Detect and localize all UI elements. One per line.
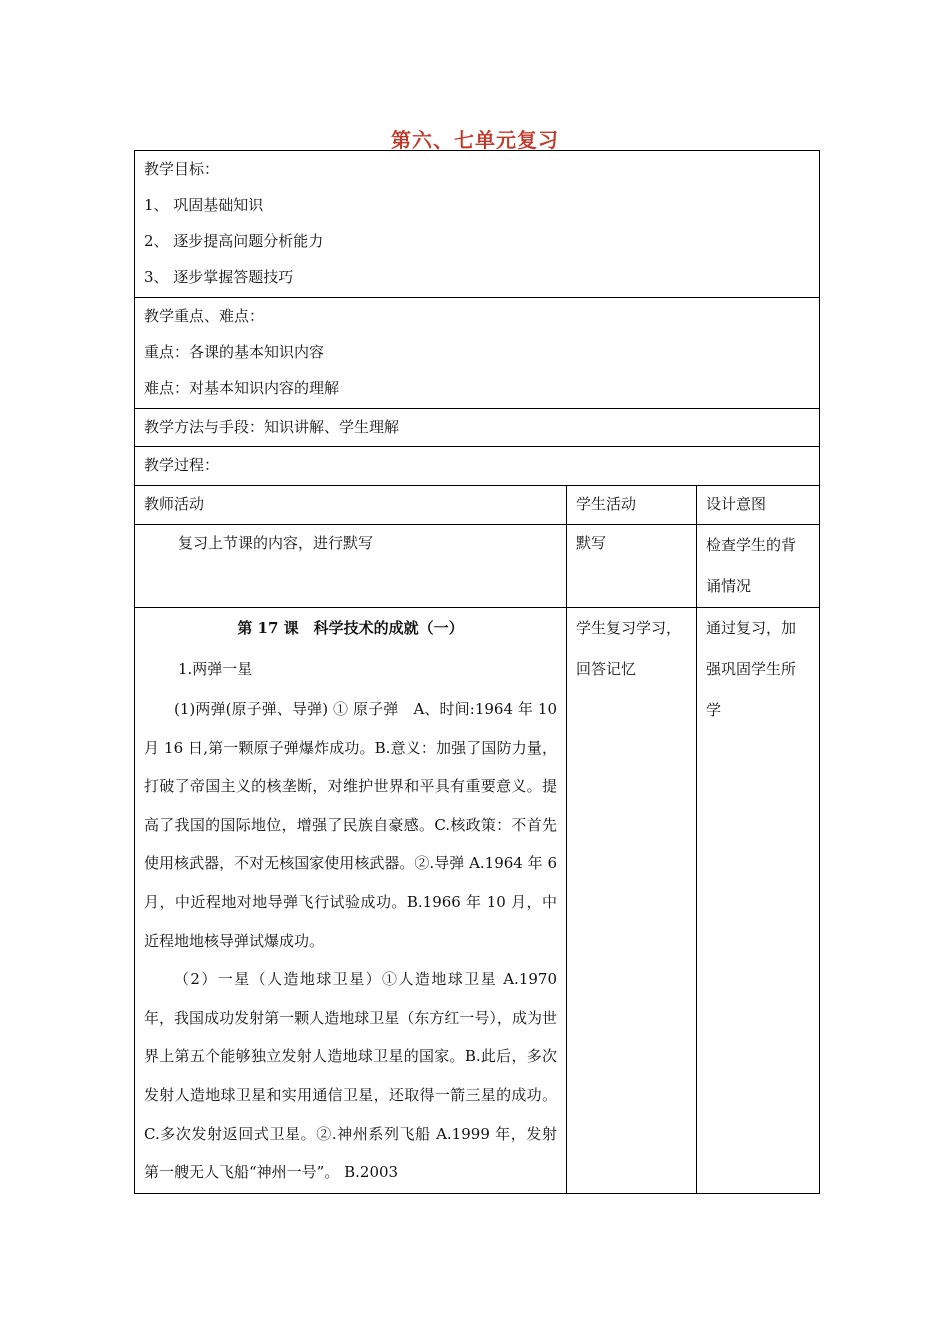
review-student-cell [567,525,697,608]
review-row [135,525,820,608]
review-teacher-text: 复习上节课的内容，进行默写 [178,534,374,552]
lesson-17-paragraph-1: (1)两弹(原子弹、导弹) ① 原子弹 A、时间:1964 年 10 月 16 日,第一颗原子弹爆炸成功。B.意义：加强了国防力量，打破了帝国主义的核垄断，对维护世界和平具有重要意义。提高了我国的国际地位，增强了民族自豪感。C.核政策：不首先使用核武器，不对无核国家使用核武器。②.导弹 A.1964 年 6 月，中近程地对地导弹飞行试验成功。B.1966 年 10 月，中近程地地核导弹试爆成功。 [144,700,557,950]
goals-cell [135,151,820,298]
methods-row [135,409,820,447]
review-design-line: 检查学生的背 [706,536,797,554]
lesson-17-teacher-cell [135,608,567,1194]
review-design-line: 诵情况 [706,577,752,595]
column-header-row [135,486,820,525]
methods-cell [135,409,820,447]
lesson-17-subtitle: 1.两弹一星 [178,660,253,678]
design-intent-header: 设计意图 [697,486,820,525]
review-teacher-cell [135,525,567,608]
lesson-17-design-cell [697,608,820,1194]
key-points-row [135,298,820,409]
key-point: 重点：各课的基本知识内容 [144,343,325,361]
document-title: 第六、七单元复习 [391,128,559,152]
process-cell [135,447,820,486]
lesson-17-paragraph-2: （2）一星（人造地球卫星）①人造地球卫星 A.1970 年，我国成功发射第一颗人造地球卫星（东方红一号），成为世界上第五个能够独立发射人造地球卫星的国家。B.此后，多次发射人造地球卫星和实用通信卫星，还取得一箭三星的成功。C.多次发射返回式卫星。②.神州系列飞船 A.1999 年，发射第一艘无人飞船“神州一号”。 B.2003 [144,970,557,1182]
lesson-17-row [135,608,820,1194]
goals-row [135,151,820,298]
process-heading: 教学过程： [144,456,220,474]
key-points-heading: 教学重点、难点： [144,307,265,325]
lesson-17-design-line: 强巩固学生所 [706,660,797,678]
student-activity-header: 学生活动 [567,486,697,525]
lesson-17-design-line: 通过复习，加 [706,619,797,637]
goal-item: 3、 逐步掌握答题技巧 [144,268,294,286]
teacher-activity-header: 教师活动 [135,486,567,525]
lesson-17-student-line: 学生复习学习， [576,619,682,637]
review-design-cell [697,525,820,608]
lesson-17-student-line: 回答记忆 [576,660,637,678]
lesson-plan-table [134,150,820,1194]
methods-text: 教学方法与手段：知识讲解、学生理解 [144,418,400,436]
review-student-text: 默写 [576,534,607,552]
goals-heading: 教学目标： [144,160,220,178]
goal-item: 1、 巩固基础知识 [144,196,264,214]
lesson-17-student-cell [567,608,697,1194]
key-points-cell [135,298,820,409]
lesson-17-design-line: 学 [706,701,722,719]
lesson-17-title: 第 17 课 科学技术的成就（一） [237,619,464,637]
goal-item: 2、 逐步提高问题分析能力 [144,232,324,250]
difficult-point: 难点：对基本知识内容的理解 [144,379,340,397]
process-row [135,447,820,486]
